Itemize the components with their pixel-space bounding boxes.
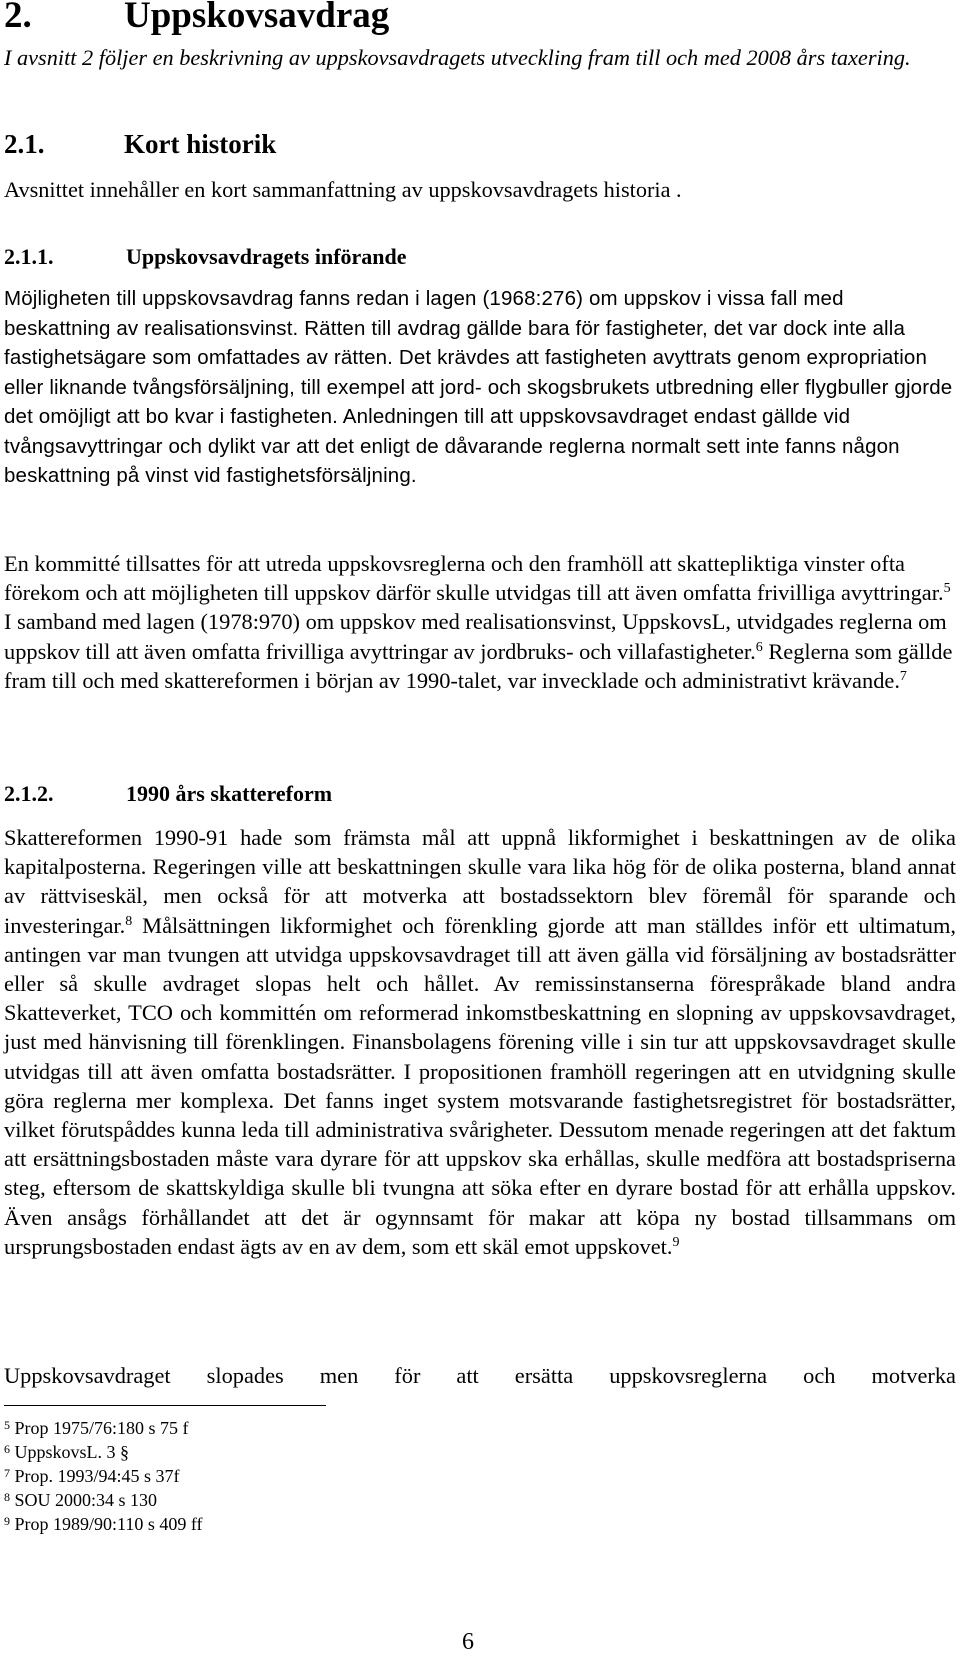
paragraph: Uppskovsavdraget slopades men för att ersätta uppskovsreglerna och motverka bbox=[4, 1363, 956, 1388]
paragraph-text: Skattereformen 1990-91 hade som främsta mål att uppnå likformighet i beskattningen av de olika kapitalposterna. Regeringen ville att beskattningen skulle vara lika hög för de olika posterna, bland annat av rättviseskäl, men också för att motverka att bostadssektorn blev föremål för sparande och investeringar. bbox=[4, 825, 956, 938]
footnote-number: 7 bbox=[4, 1466, 10, 1480]
footnote-text: Prop 1975/76:180 s 75 f bbox=[14, 1418, 189, 1438]
subsection-title: 1990 års skattereform bbox=[126, 781, 333, 806]
footnote bbox=[4, 1440, 129, 1464]
chapter-heading bbox=[4, 0, 389, 38]
subsection-number: 2.1.2. bbox=[4, 781, 54, 806]
footnote-text: Prop. 1993/94:45 s 37f bbox=[14, 1466, 180, 1486]
footnote-text: SOU 2000:34 s 130 bbox=[14, 1490, 158, 1510]
footnote-number: 6 bbox=[4, 1442, 10, 1456]
footnote-ref[interactable]: 6 bbox=[755, 639, 763, 655]
paragraph bbox=[4, 823, 956, 1261]
footnote-number: 9 bbox=[4, 1514, 10, 1528]
chapter-number: 2. bbox=[4, 0, 32, 36]
paragraph-text: Reglerna som gällde fram till och med skattereformen i början av 1990-talet, var invecklade och administrativt krävande. bbox=[4, 638, 953, 693]
footnote bbox=[4, 1512, 203, 1536]
paragraph bbox=[4, 549, 956, 695]
subsection-heading-2-1-2 bbox=[4, 779, 332, 809]
subsection-title: Uppskovsavdragets införande bbox=[126, 244, 407, 269]
subsection-heading-2-1-1 bbox=[4, 242, 407, 272]
footnote bbox=[4, 1464, 180, 1488]
footnote bbox=[4, 1488, 157, 1512]
paragraph-text: En kommitté tillsattes för att utreda uppskovsreglerna och den framhöll att skattepliktiga vinster ofta förekom och att möjligheten till uppskov därför skulle utvidgas till att även omfatta frivilliga avyttringar. bbox=[4, 551, 944, 606]
chapter-intro: I avsnitt 2 följer en beskrivning av uppskovsavdragets utveckling fram till och med 2008 års taxering. bbox=[4, 45, 911, 70]
section-number: 2.1. bbox=[4, 129, 45, 159]
footnote-separator bbox=[4, 1405, 326, 1406]
page-number: 6 bbox=[462, 1629, 474, 1655]
paragraph-text: I samband med lagen (1978:970) om uppskov med realisationsvinst, UppskovsL, utvidgades reglerna om uppskov till att även omfatta frivilliga avyttringar av jordbruks- och villafastigheter. bbox=[4, 609, 947, 664]
footnote-text: UppskovsL. 3 § bbox=[14, 1442, 130, 1462]
footnote bbox=[4, 1416, 189, 1440]
footnote-ref[interactable]: 7 bbox=[899, 668, 907, 684]
paragraph: Möjligheten till uppskovsavdrag fanns redan i lagen (1968:276) om uppskov i vissa fall med beskattning av realisationsvinst. Rätten till avdrag gällde bara för fastigheter, det var dock inte alla fastighetsägare som omfattades av rätten. Det krävdes att fastigheten avyttrats genom expropriation eller liknande tvångsförsäljning, till exempel att jord- och skogsbrukets utbredning eller flygbuller gjorde det omöjligt att bo kvar i fastigheten. Anledningen till att uppskovsavdraget endast gällde vid tvångsavyttringar och dylikt var att det enligt de dåvarande reglerna normalt sett inte fanns någon beskattning på vinst vid fastighetsförsäljning. bbox=[4, 287, 953, 487]
footnote-ref[interactable]: 9 bbox=[672, 1234, 680, 1250]
footnote-ref[interactable]: 8 bbox=[125, 913, 133, 929]
chapter-title: Uppskovsavdrag bbox=[124, 0, 390, 36]
subsection-number: 2.1.1. bbox=[4, 244, 54, 269]
footnote-text: Prop 1989/90:110 s 409 ff bbox=[14, 1514, 203, 1534]
footnote-number: 8 bbox=[4, 1490, 10, 1504]
paragraph-text: Målsättningen likformighet och förenkling gjorde att man ställdes inför ett ultimatum, antingen var man tvungen att utvidga uppskovsavdraget till att även gälla vid försäljning av bostadsrätter eller så skulle avdraget slopas helt och hållet. Av remissinstanserna förespråkade bland andra Skatteverket, TCO och kommittén om reformerad inkomstbeskattning en slopning av uppskovsavdraget, just med hänvisning till förenklingen. Finansbolagens förening ville i sin tur att uppskovsavdraget skulle utvidgas till att även omfatta bostadsrätter. I propositionen framhöll regeringen att en utvidgning skulle göra reglerna mer komplexa. Det fanns inget system motsvarande fastighetsregistret för bostadsrätter, vilket förutspåddes kunna leda till administrativa svårigheter. Dessutom menade regeringen att det faktum att ersättningsbostaden måste vara dyrare för att uppskov ska erhållas, skulle medföra att bostadspriserna steg, eftersom de skattskyldiga skulle bli tvungna att söka efter en dyrare bostad för att erhålla uppskov. Även ansågs förhållandet att det är ogynnsamt för makar att köpa ny bostad tillsammans om ursprungsbostaden endast ägts av en av dem, som ett skäl emot uppskovet. bbox=[4, 912, 956, 1259]
section-heading-2-1 bbox=[4, 128, 276, 160]
section-intro: Avsnittet innehåller en kort sammanfattning av uppskovsavdragets historia . bbox=[4, 177, 682, 202]
section-title: Kort historik bbox=[124, 129, 277, 159]
footnote-ref[interactable]: 5 bbox=[943, 581, 951, 597]
footnote-number: 5 bbox=[4, 1418, 10, 1432]
